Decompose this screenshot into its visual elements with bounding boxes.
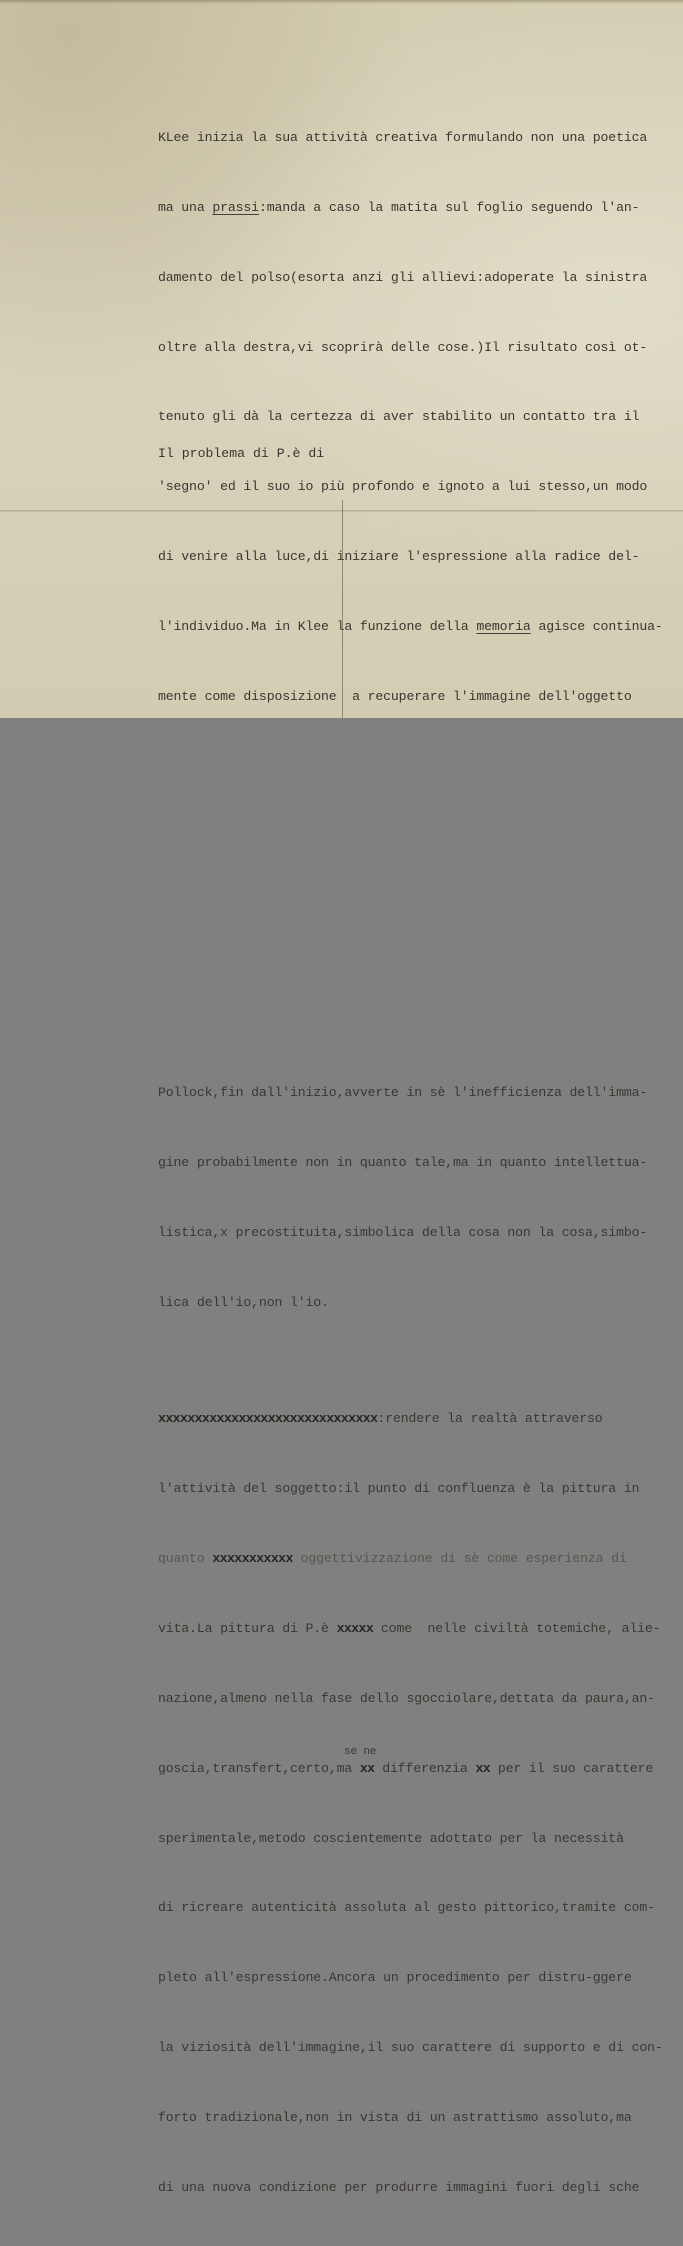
text-line: di una nuova condizione per produrre immagini fuori degli sche (158, 2180, 640, 2196)
text-line: di ricreare autenticità assoluta al gesto pittorico,tramite com- (158, 1900, 655, 1916)
text-line: tenuto gli dà la certezza di aver stabilito un contatto tra il (158, 409, 640, 425)
struck-out-text: xx (359, 1760, 375, 1776)
text-line: mente come disposizione a recuperare l'immagine dell'oggetto (158, 689, 632, 705)
underlined-word-memoria: memoria (476, 619, 531, 635)
text-line (158, 1407, 683, 1430)
text-segment: :manda a caso la matita sul foglio seguendo l'an- (258, 199, 640, 215)
text-segment: :rendere la realtà attraverso (377, 1411, 603, 1427)
text-segment: agisce continua- (530, 619, 663, 635)
text-line (158, 1617, 683, 1640)
text-line: la viziosità dell'immagine,il suo carattere di supporto e di con- (158, 2040, 663, 2056)
text-line: nazione,almeno nella fase dello sgocciolare,dettata da paura,an- (158, 1690, 655, 1706)
struck-out-text: xx (475, 1760, 491, 1776)
text-line: 'segno' ed il suo io più profondo e ignoto a lui stesso,un modo (158, 479, 648, 495)
text-line: KLee inizia la sua attività creativa formulando non una poetica (158, 129, 648, 145)
gray-background-band (0, 718, 683, 1024)
underlined-word-prassi: prassi (212, 199, 259, 215)
text-line: lica dell'io,non l'io. (158, 1294, 329, 1310)
struck-out-text: xxxxxxxxxxx (212, 1551, 293, 1566)
text-line (158, 1745, 683, 1780)
text-segment: oggettivizzazione di sè come esperienza di (292, 1551, 627, 1566)
text-line: di venire alla luce,di iniziare l'espressione alla radice del- (158, 549, 640, 565)
interlinear-insertion: se ne (344, 1745, 377, 1758)
text-segment: l'individuo.Ma in Klee la funzione della (158, 619, 477, 635)
text-segment: per il suo carattere (490, 1760, 654, 1776)
text-segment: goscia,transfert,certo,ma (158, 1760, 360, 1776)
text-line: damento del polso(esorta anzi gli allievi:adoperate la sinistra (158, 269, 648, 285)
text-line: forto tradizionale,non in vista di un astrattismo assoluto,ma (158, 2110, 632, 2126)
struck-out-text: xxxxxxxxxxxxxxxxxxxxxxxxxxxxxx (158, 1411, 378, 1427)
text-line: listica,x precostituita,simbolica della cosa non la cosa,simbo- (158, 1224, 648, 1240)
text-segment: come nelle civiltà totemiche, alie- (373, 1620, 661, 1636)
text-line: gine probabilmente non in quanto tale,ma in quanto intellettua- (158, 1154, 648, 1170)
text-line (158, 196, 683, 219)
text-segment: vita.La pittura di P.è (158, 1620, 337, 1636)
paper-top-edge (0, 0, 683, 4)
typed-text-body (158, 56, 683, 2246)
text-line: pleto all'espressione.Ancora un procedimento per distru-ggere (158, 1970, 632, 1986)
text-segment: differenzia (374, 1760, 476, 1776)
struck-out-text: xxxxx (336, 1620, 374, 1636)
text-line: sperimentale,metodo coscientemente adottato per la necessità (158, 1830, 624, 1846)
text-line: oltre alla destra,vi scoprirà delle cose.)Il risultato così ot- (158, 339, 648, 355)
text-line (158, 615, 683, 638)
text-line: Pollock,fin dall'inizio,avverte in sè l'inefficienza dell'imma- (158, 1085, 648, 1101)
text-line (158, 1547, 683, 1570)
text-segment: quanto (158, 1551, 213, 1566)
overtyped-heading: Il problema di P.è di (158, 446, 325, 461)
text-line: l'attività del soggetto:il punto di confluenza è la pittura in (158, 1481, 640, 1497)
text-segment: ma una (158, 199, 213, 215)
